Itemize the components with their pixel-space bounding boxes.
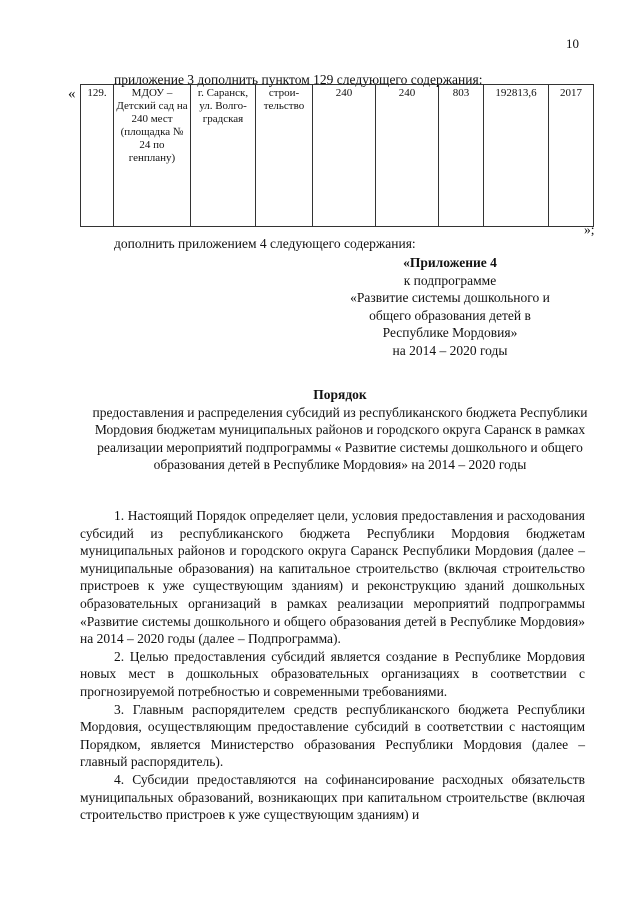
table-cell-address: г. Саранск, ул. Волго-градская xyxy=(191,85,256,227)
paragraph: 2. Целью предоставления субсидий является создание в Республике Мордовия новых мест в дошкольных образовательных организациях в соответствии с прогнозируемой потребностью и современными требованиями. xyxy=(80,648,585,699)
appendix-line: Республике Мордовия» xyxy=(382,325,518,341)
page-number: 10 xyxy=(566,36,579,51)
paragraph: 4. Субсидии предоставляются на софинансирование расходных обязательств муниципальных образований, возникающих при капитальном строительстве (включая строительство пристроев к уже существующим зданиям) и xyxy=(80,771,585,823)
amendment-intro-1: приложение 3 дополнить пунктом 129 следующего содержания: xyxy=(114,72,483,87)
paragraph: 3. Главным распорядителем средств республиканского бюджета Республики Мордовия, осуществляющим предоставление субсидий в соответствии с настоящим Порядком, является Министерство образования Республики Мордовия (далее – главный распорядитель). xyxy=(80,701,585,770)
table-cell-value-2: 240 xyxy=(376,85,439,227)
appendix-title: «Приложение 4 xyxy=(403,255,497,270)
heading-title: Порядок xyxy=(313,387,367,402)
appendix-line: общего образования детей в xyxy=(369,307,531,323)
table-cell-value-4: 192813,6 xyxy=(484,85,549,227)
amendment-table xyxy=(80,84,594,227)
appendix-line: на 2014 – 2020 годы xyxy=(392,342,508,358)
table-cell-number: 129. xyxy=(81,85,114,227)
table-cell-value-3: 803 xyxy=(439,85,484,227)
table-row xyxy=(81,85,594,227)
table-cell-type: строи-тельство xyxy=(256,85,313,227)
paragraph: 1. Настоящий Порядок определяет цели, условия предоставления и расходования субсидий из республиканского бюджета Республики Мордовия бюджетам муниципальных районов и городского округа Саранск Республики Мордовия (далее – муниципальные образования) на капитальное строительство (включая строительство пристроев к уже существующим зданиям) и реконструкцию зданий дошкольных образовательных организаций в рамках реализации мероприятий подпрограммы «Развитие системы дошкольного и общего образования детей в Республике Мордовия» на 2014 – 2020 годы (далее – Подпрограмма). xyxy=(80,508,585,647)
appendix-header xyxy=(300,254,600,360)
table-cell-object: МДОУ – Детский сад на 240 мест (площадка № 24 по генплану) xyxy=(114,85,191,227)
closing-quote: »; xyxy=(584,222,595,237)
amendment-intro-2: дополнить приложением 4 следующего содержания: xyxy=(114,236,416,251)
heading-subtitle: предоставления и распределения субсидий из республиканского бюджета Республики Мордовия бюджетам муниципальных районов и городского округа Саранск в рамках реализации мероприятий подпрограммы « Развитие системы дошкольного и общего образования детей в Республике Мордовия» на 2014 – 2020 годы xyxy=(92,404,588,472)
table-cell-year: 2017 xyxy=(549,85,594,227)
opening-quote: « xyxy=(68,86,76,102)
appendix-line: «Развитие системы дошкольного и xyxy=(350,290,550,306)
table-cell-value-1: 240 xyxy=(313,85,376,227)
appendix-line: к подпрограмме xyxy=(403,272,497,288)
document-heading xyxy=(80,386,600,474)
document-body xyxy=(80,507,585,824)
